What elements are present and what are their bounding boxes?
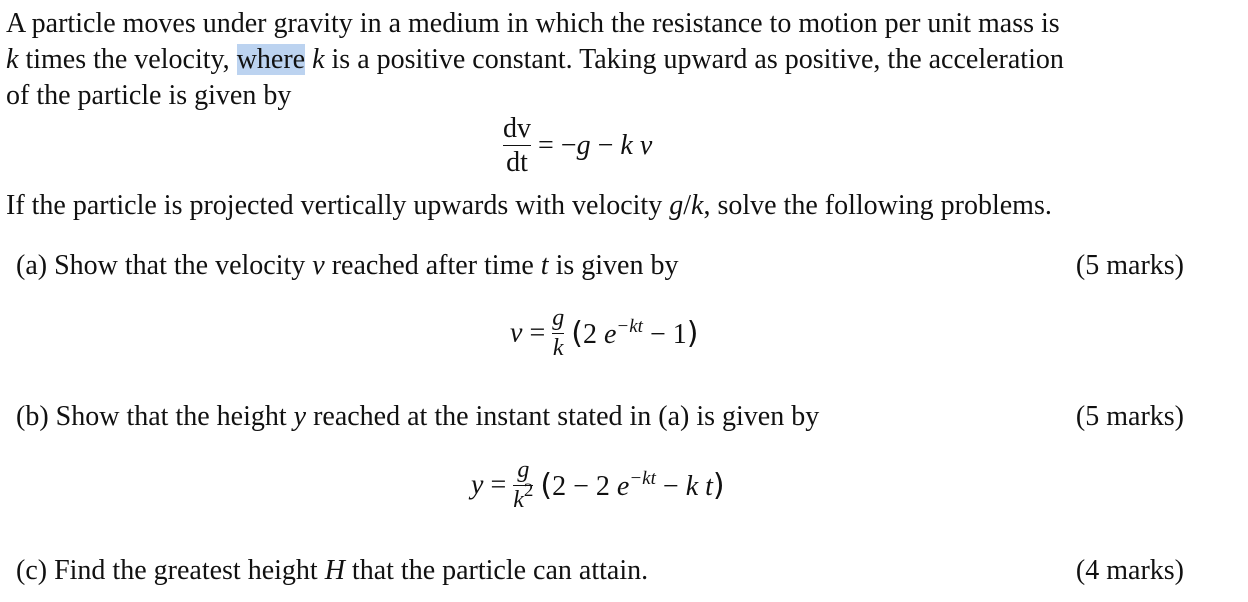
equation-rhs: = −g − k v <box>538 129 653 161</box>
g-over-k-fraction: $\frac{g}{k}$ <box>552 305 565 362</box>
part-a-label: (a) <box>16 250 48 281</box>
part-c: (c) Find the greatest height H that the particle can attain. <box>16 555 649 586</box>
part-b-label: (b) <box>16 401 49 432</box>
part-b-marks: (5 marks) <box>1075 401 1184 432</box>
g-over-k-squared-fraction: $\frac{g}{k^2}$ <box>513 457 534 514</box>
var-k: k <box>312 44 325 75</box>
intro-line-2-a: times the velocity, <box>18 44 237 75</box>
intro-line-1 <box>6 10 1060 38</box>
intro-line-1-text: A particle moves under gravity in a medium in which the resistance to motion per unit mass is <box>6 8 1060 39</box>
var-k: k <box>6 44 19 75</box>
projection-sentence: If the particle is projected vertically upwards with velocity g/k, solve the following problems. <box>6 190 1052 221</box>
fraction-bar <box>503 145 531 146</box>
fraction-numerator: dv <box>503 113 531 144</box>
dv-dt-fraction <box>503 114 531 178</box>
acceleration-equation <box>503 114 652 178</box>
highlighted-word[interactable]: where <box>236 44 306 75</box>
intro-line-3-text: of the particle is given by <box>6 80 292 111</box>
intro-line-3 <box>6 82 291 110</box>
height-equation: y = $\frac{g}{k^2}$ (2 − 2 $e^{-kt} - k$ t) <box>471 457 725 514</box>
part-a: (a) Show that the velocity v reached after time t is given by <box>16 250 679 281</box>
intro-line-2-c: is a positive constant. Taking upward as positive, the acceleration <box>324 44 1064 75</box>
velocity-equation: v = $\frac{g}{k}$ (2 $e^{-kt} - 1$) <box>510 305 699 362</box>
velocity-equation-bracket: (2 $e^{-kt} - 1$) <box>571 315 699 351</box>
part-c-label: (c) <box>16 555 48 586</box>
intro-line-2 <box>6 46 1064 74</box>
part-c-marks: (4 marks) <box>1075 555 1184 586</box>
fraction-denominator: dt <box>506 147 528 179</box>
part-a-marks: (5 marks) <box>1075 250 1184 281</box>
height-equation-bracket: (2 − 2 $e^{-kt} - k$ t) <box>540 467 725 503</box>
part-b: (b) Show that the height y reached at the instant stated in (a) is given by <box>16 401 820 432</box>
